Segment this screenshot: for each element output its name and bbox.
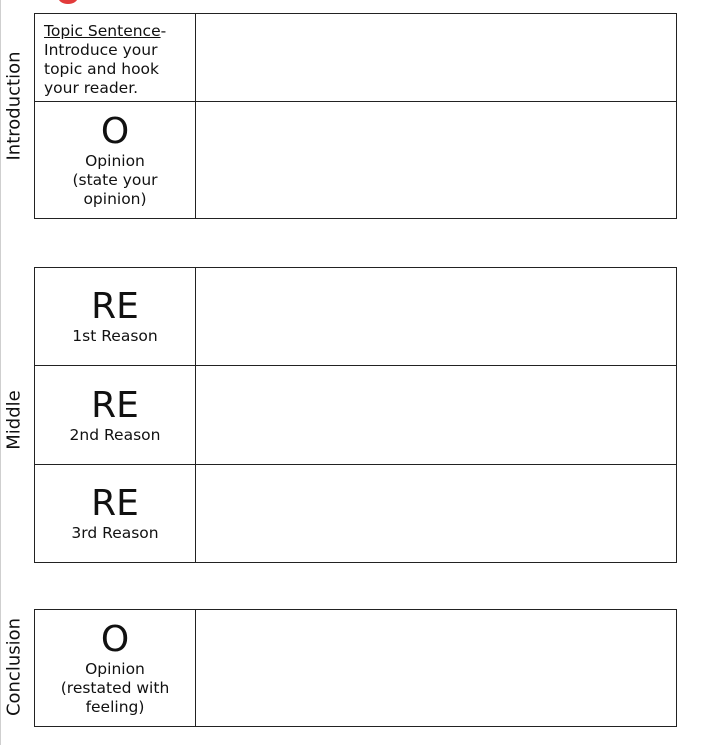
conclusion-opinion-cell [35, 610, 196, 727]
conclusion-opinion-letter: O [100, 618, 130, 660]
reason-1-write-area[interactable] [196, 268, 677, 366]
topic-sentence-line-1: Introduce your [44, 41, 158, 59]
reason-1-label: 1st Reason [72, 327, 158, 345]
section-label-middle: Middle [3, 390, 25, 450]
conclusion-write-area[interactable] [196, 610, 677, 727]
topic-sentence-cell [35, 14, 196, 102]
reason-3-label: 3rd Reason [71, 524, 159, 542]
middle-table [34, 267, 677, 563]
reason-2-cell [35, 366, 196, 465]
introduction-table [34, 13, 677, 219]
topic-sentence-title: Topic Sentence [44, 22, 161, 40]
section-label-introduction: Introduction [3, 51, 25, 161]
topic-sentence-line-2: topic and hook [44, 60, 160, 78]
conclusion-opinion-line-2: (restated with [60, 678, 170, 697]
section-label-conclusion: Conclusion [3, 617, 25, 717]
conclusion-opinion-line-1: Opinion [85, 659, 145, 678]
reason-2-write-area[interactable] [196, 366, 677, 465]
reason-2-letters: RE [91, 384, 139, 426]
opinion-write-area[interactable] [196, 102, 677, 219]
opinion-cell [35, 102, 196, 219]
reason-3-write-area[interactable] [196, 465, 677, 563]
reason-3-letters: RE [91, 483, 139, 524]
topic-sentence-line-3: your reader. [44, 79, 139, 97]
opinion-line-3: opinion) [83, 189, 147, 208]
red-mark-decoration [58, 0, 78, 4]
topic-sentence-write-area[interactable] [196, 14, 677, 102]
opinion-letter: O [100, 110, 130, 152]
topic-sentence-dash: - [160, 22, 167, 40]
opinion-line-2: (state your [72, 170, 158, 189]
reason-2-label: 2nd Reason [69, 425, 161, 444]
reason-3-cell [35, 465, 196, 563]
conclusion-table [34, 609, 677, 727]
reason-1-letters: RE [91, 286, 139, 327]
opinion-line-1: Opinion [85, 151, 145, 170]
page-left-border [0, 0, 1, 745]
reason-1-cell [35, 268, 196, 366]
conclusion-opinion-line-3: feeling) [85, 697, 145, 716]
